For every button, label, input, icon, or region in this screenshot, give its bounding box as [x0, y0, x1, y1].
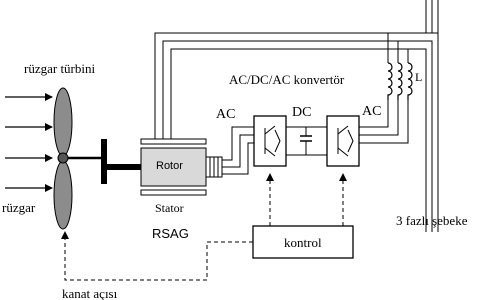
- grid-label: 3 fazlı şebeke: [396, 213, 468, 228]
- blade-upper: [54, 88, 72, 156]
- dc-link: [286, 127, 327, 155]
- inductor-coil: [408, 63, 412, 100]
- wind-turbine-label: rüzgar türbini: [24, 61, 96, 76]
- ac-left-label: AC: [216, 107, 236, 122]
- wind-arrows: [5, 97, 52, 188]
- rsag-label: RSAG: [152, 226, 189, 241]
- inductors: [388, 63, 412, 100]
- dc-label: DC: [292, 105, 312, 120]
- inductor-label: L: [415, 70, 423, 84]
- rotor-ac-lines: [222, 127, 254, 174]
- rotor-side-converter: [254, 116, 286, 166]
- gearbox: [101, 139, 107, 184]
- wind-label: rüzgar: [2, 200, 36, 215]
- converter-label: AC/DC/AC konvertör: [229, 72, 345, 87]
- grid-side-converter: [327, 116, 359, 166]
- stator-label: Stator: [155, 201, 184, 215]
- pitch-angle-label: kanat açısı: [62, 286, 118, 300]
- blade-hub: [58, 153, 68, 163]
- inductor-coil: [388, 63, 392, 100]
- stator-bar-top: [141, 139, 206, 144]
- shaft-high-speed: [107, 164, 141, 170]
- stator-bar-bottom: [141, 190, 206, 195]
- ac-right-label: AC: [362, 104, 382, 119]
- rotor-label: Rotor: [156, 160, 183, 172]
- blade-lower: [54, 161, 72, 229]
- control-label: kontrol: [284, 235, 322, 250]
- inductor-coil: [398, 63, 402, 100]
